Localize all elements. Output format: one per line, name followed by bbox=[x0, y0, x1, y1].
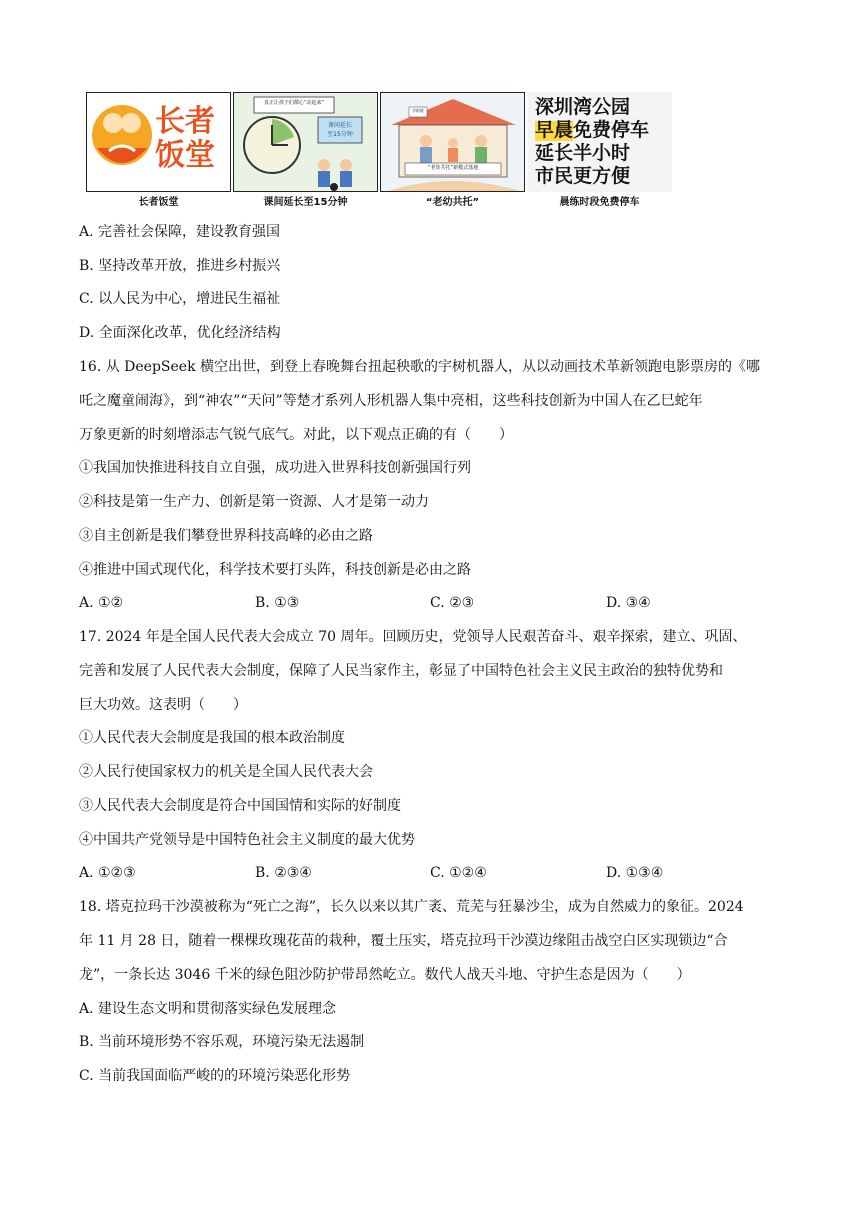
q16-stem-line-1: 16. 从 DeepSeek 横空出世，到登上春晚舞台扭起秧歌的宇树机器人，从以动画技术革新领跑电影票房的《哪 bbox=[79, 359, 761, 375]
caption-free-parking: 晨练时段免费停车 bbox=[559, 197, 640, 208]
q18-stem-line-1: 18. 塔克拉玛干沙漠被称为“死亡之海”，长久以来以其广袤、荒芜与狂暴沙尘，成为自然威力的象征。2024 bbox=[79, 899, 744, 915]
q17-option-b: B. ②③④ bbox=[255, 865, 312, 881]
caption-elder-canteen: 长者饭堂 bbox=[138, 197, 179, 208]
caption-recess-extension: 课间延长至15分钟 bbox=[263, 197, 348, 208]
q15-option-c: C. 以人民为中心，增进民生福祉 bbox=[79, 291, 281, 307]
q18-stem-line-3: 龙”，一条长达 3046 千米的绿色阻沙防护带昂然屹立。数代人战天斗地、守护生态是因为（ ） bbox=[79, 967, 691, 983]
elder-child-care-illustration bbox=[381, 93, 525, 192]
recess-sign-text: 课间延长 至15分钟 bbox=[327, 122, 353, 138]
q16-option-d: D. ③④ bbox=[606, 595, 651, 611]
q17-option-a: A. ①②③ bbox=[79, 865, 136, 881]
image-elder-canteen bbox=[86, 92, 231, 192]
q16-statement-3: ③自主创新是我们攀登世界科技高峰的必由之路 bbox=[79, 528, 373, 544]
q15-option-d: D. 全面深化改革，优化经济结构 bbox=[79, 325, 281, 341]
parking-line-1: 深圳湾公园 bbox=[535, 96, 631, 118]
q18-option-b: B. 当前环境形势不容乐观，环境污染无法遏制 bbox=[79, 1034, 365, 1050]
q17-statement-1: ①人民代表大会制度是我国的根本政治制度 bbox=[79, 730, 345, 746]
q16-statement-1: ①我国加快推进科技自立自强，成功进入世界科技创新强国行列 bbox=[79, 460, 471, 476]
q17-stem-line-1: 17. 2024 年是全国人民代表大会成立 70 周年。回顾历史，党领导人民艰苦奋斗、艰辛探索，建立、巩固、 bbox=[79, 629, 747, 645]
q16-option-b: B. ①③ bbox=[255, 595, 300, 611]
q17-stem-line-2: 完善和发展了人民代表大会制度，保障了人民当家作主，彰显了中国特色社会主义民主政治的独特优势和 bbox=[79, 663, 723, 679]
parking-line-3: 延长半小时 bbox=[535, 142, 631, 164]
parking-line-4: 市民更方便 bbox=[535, 165, 631, 187]
recess-clock-illustration bbox=[234, 93, 378, 192]
elder-child-sign-text: 学龄班 bbox=[412, 108, 424, 113]
q17-statement-4: ④中国共产党领导是中国特色社会主义制度的最大优势 bbox=[79, 832, 415, 848]
q18-option-c: C. 当前我国面临严峻的的环境污染恶化形势 bbox=[79, 1068, 351, 1084]
q17-statement-2: ②人民行使国家权力的机关是全国人民代表大会 bbox=[79, 764, 373, 780]
q18-option-a: A. 建设生态文明和贯彻落实绿色发展理念 bbox=[79, 1001, 337, 1017]
q17-option-d: D. ①③④ bbox=[606, 865, 664, 881]
q16-statement-4: ④推进中国式现代化，科学技术要打头阵，科技创新是必由之路 bbox=[79, 562, 471, 578]
image-recess-extension bbox=[233, 92, 378, 192]
q17-stem-line-3: 巨大功效。这表明（ ） bbox=[79, 697, 247, 713]
image-free-parking bbox=[527, 92, 672, 192]
q17-statement-3: ③人民代表大会制度是符合中国国情和实际的好制度 bbox=[79, 798, 401, 814]
parking-line-2: 早晨免费停车 bbox=[535, 119, 650, 141]
caption-elder-child-care: “老幼共托” bbox=[425, 197, 480, 208]
q17-option-c: C. ①②④ bbox=[430, 865, 487, 881]
q18-stem-line-2: 年 11 月 28 日，随着一棵棵玫瑰花苗的栽种，覆土压实，塔克拉玛干沙漠边缘阻击战空白区实现锁边“合 bbox=[79, 933, 728, 949]
recess-banner-text: 真正让孩子们都心“动起来” bbox=[263, 100, 325, 106]
image-elder-child-care bbox=[380, 92, 525, 192]
q16-statement-2: ②科技是第一生产力、创新是第一资源、人才是第一动力 bbox=[79, 494, 429, 510]
elder-child-banner-text: “老幼共托”新模式落地 bbox=[427, 165, 479, 171]
illustration-strip bbox=[86, 92, 666, 206]
q16-option-c: C. ②③ bbox=[430, 595, 475, 611]
q15-option-a: A. 完善社会保障，建设教育强国 bbox=[79, 224, 281, 240]
q16-option-a: A. ①② bbox=[79, 595, 124, 611]
elder-canteen-logo-text: 长者 饭堂 bbox=[155, 104, 215, 173]
q16-stem-line-3: 万象更新的时刻增添志气锐气底气。对此，以下观点正确的有（ ） bbox=[79, 427, 513, 443]
q16-stem-line-2: 吒之魔童闹海》，到“神农”“天问”等楚才系列人形机器人集中亮相，这些科技创新为中国人在乙巳蛇年 bbox=[79, 393, 703, 409]
q15-option-b: B. 坚持改革开放，推进乡村振兴 bbox=[79, 258, 281, 274]
